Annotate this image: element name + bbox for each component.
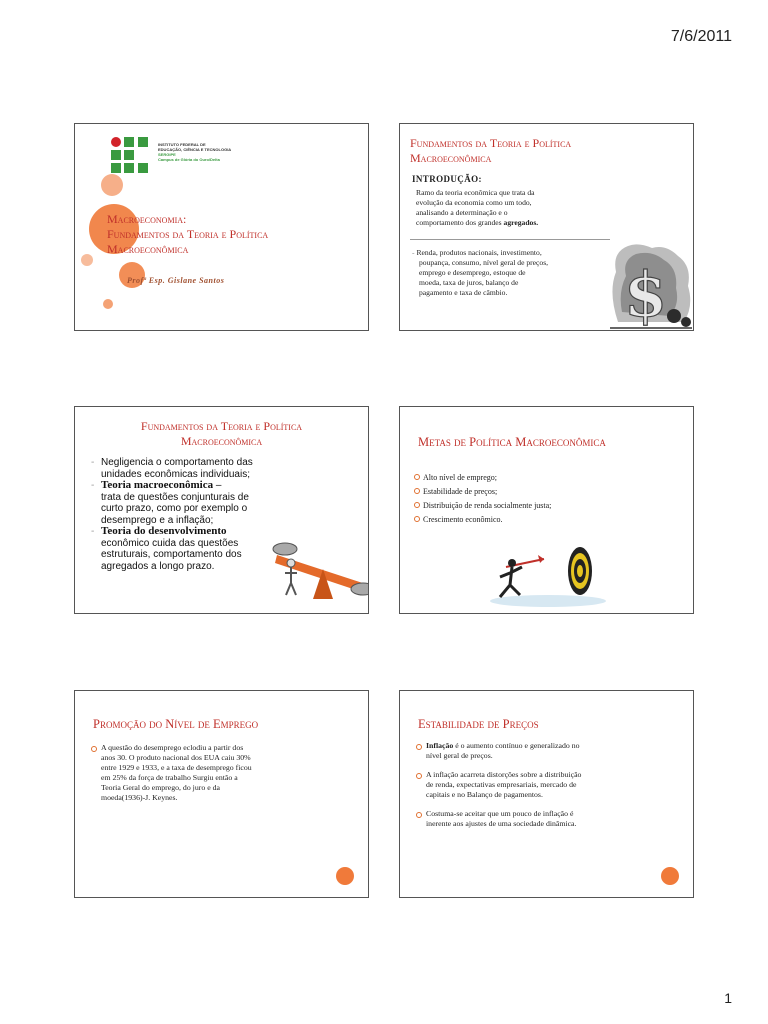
circle-bullet-icon [416, 812, 422, 818]
circle-bullet-icon [416, 744, 422, 750]
slide-title: Metas de Política Macroeconômica [418, 435, 606, 449]
slide-title [107, 212, 268, 257]
logo-blocks-icon [110, 136, 156, 176]
dash-bullet: - [91, 457, 95, 468]
text-line: desemprego e a inflação; [101, 514, 214, 526]
text-line: capitais e no Balanço de pagamentos. [426, 790, 543, 799]
text-line: unidades econômicas individuais; [101, 468, 250, 480]
text-line: Ramo da teoria econômica que trata da [416, 188, 535, 197]
text-line: econômico cuida das questões [101, 537, 239, 549]
slide-6 [399, 690, 694, 898]
title-line: Fundamentos da Teoria e Política [140, 419, 303, 433]
institution-logo [110, 136, 242, 178]
emphasis-text: Inflação [426, 741, 454, 750]
text-line: analisando a determinação e o [416, 208, 508, 217]
logo-text: Campus de Glória do Ouro/Delta [158, 157, 220, 162]
slide-1 [74, 123, 369, 331]
text-line: anos 30. O produto nacional dos EUA caiu 30% [101, 753, 251, 762]
title-line: Macroeconomia: [107, 212, 187, 226]
dash-bullet: - [91, 480, 95, 491]
text-line: Costuma-se aceitar que um pouco de inflação é [426, 809, 574, 818]
emphasis-text: agregados. [503, 218, 539, 227]
slide-3 [74, 406, 369, 614]
emphasis-text: Teoria do desenvolvimento [101, 525, 227, 537]
text-line: nível geral de preços. [426, 751, 493, 760]
logo-text: SERGIPE [158, 152, 176, 157]
svg-text:$: $ [624, 258, 668, 330]
emphasis-text: Teoria macroeconômica [101, 479, 214, 491]
list-item: Alto nível de emprego; [414, 471, 551, 485]
separator-line [410, 239, 610, 240]
decorative-circle [336, 867, 354, 885]
text-line: Negligencia o comportamento das [101, 457, 253, 468]
text-line: trata de questões conjunturais de [101, 491, 249, 503]
title-line: Macroeconômica [107, 242, 189, 256]
decorative-circle [103, 299, 113, 309]
list-item: Crescimento econômico. [414, 513, 551, 527]
goals-list [414, 471, 551, 527]
title-line: Fundamentos da Teoria e Política [410, 136, 572, 150]
page-number: 1 [724, 990, 732, 1006]
dash-bullet: - [91, 526, 95, 537]
slide-2 [399, 123, 694, 331]
text-line: de renda, expectativas empresariais, mercado de [426, 780, 577, 789]
text-line: moeda, taxa de juros, balanço de [419, 278, 519, 287]
slide-body [91, 743, 341, 803]
circle-bullet-icon [91, 746, 97, 752]
slide-title: Promoção do Nível de Emprego [93, 717, 259, 731]
target-arrow-image [488, 541, 608, 607]
page-date: 7/6/2011 [670, 28, 732, 45]
text-line: evolução da economia como um todo, [416, 198, 532, 207]
text-line: inerente aos ajustes de uma sociedade dinâmica. [426, 819, 577, 828]
title-line: Macroeconômica [180, 434, 263, 448]
text-line: emprego e desemprego, estoque de [419, 268, 526, 277]
text-line: em 25% da força de trabalho Surgiu então a [101, 773, 238, 782]
section-heading: INTRODUÇÃO: [412, 174, 482, 184]
slide-title: Estabilidade de Preços [418, 717, 539, 731]
slide-body [416, 741, 676, 829]
dash-bullet: - [412, 248, 417, 257]
logo-text: INSTITUTO FEDERAL DE [158, 142, 206, 147]
author-name: Profª Esp. Gislane Santos [127, 276, 225, 285]
list-item: Distribuição de renda socialmente justa; [414, 499, 551, 513]
slide-5 [74, 690, 369, 898]
text-line: A questão do desemprego eclodiu a partir dos [101, 743, 244, 752]
circle-bullet-icon [416, 773, 422, 779]
text-line: entre 1929 e 1933, e a taxa de desemprego ficou [101, 763, 252, 772]
intro-text [416, 188, 621, 228]
text-line: estruturais, comportamento dos [101, 549, 242, 560]
text-line: Teoria Geral do emprego, do juro e da [101, 783, 220, 792]
text-line: comportamento dos grandes [416, 218, 504, 227]
decorative-circle [661, 867, 679, 885]
slide-title [410, 136, 571, 166]
title-line: Fundamentos da Teoria e Política [107, 227, 269, 241]
bullet-text [412, 248, 622, 298]
slide-title [75, 419, 368, 449]
seesaw-figure-image [271, 533, 369, 609]
decorative-circle [81, 254, 93, 266]
text-line: A inflação acarreta distorções sobre a distribuição [426, 770, 582, 779]
text-line: pagamento e taxa de câmbio. [419, 288, 508, 297]
logo-text: EDUCAÇÃO, CIÊNCIA E TECNOLOGIA [158, 147, 232, 152]
text-line: Renda, produtos nacionais, investimento, [416, 248, 542, 257]
text-line: – [213, 480, 222, 491]
title-line: Macroeconômica [410, 151, 492, 165]
text-line: é o aumento contínuo e generalizado no [453, 741, 580, 750]
text-line: poupança, consumo, nível geral de preços, [419, 258, 549, 267]
text-line: agregados a longo prazo. [101, 560, 215, 572]
text-line: curto prazo, como por exemplo o [101, 503, 248, 514]
list-item: Estabilidade de preços; [414, 485, 551, 499]
text-line: moeda(1936)-J. Keynes. [101, 793, 178, 802]
slide-4 [399, 406, 694, 614]
dollar-sign-image [608, 242, 694, 330]
